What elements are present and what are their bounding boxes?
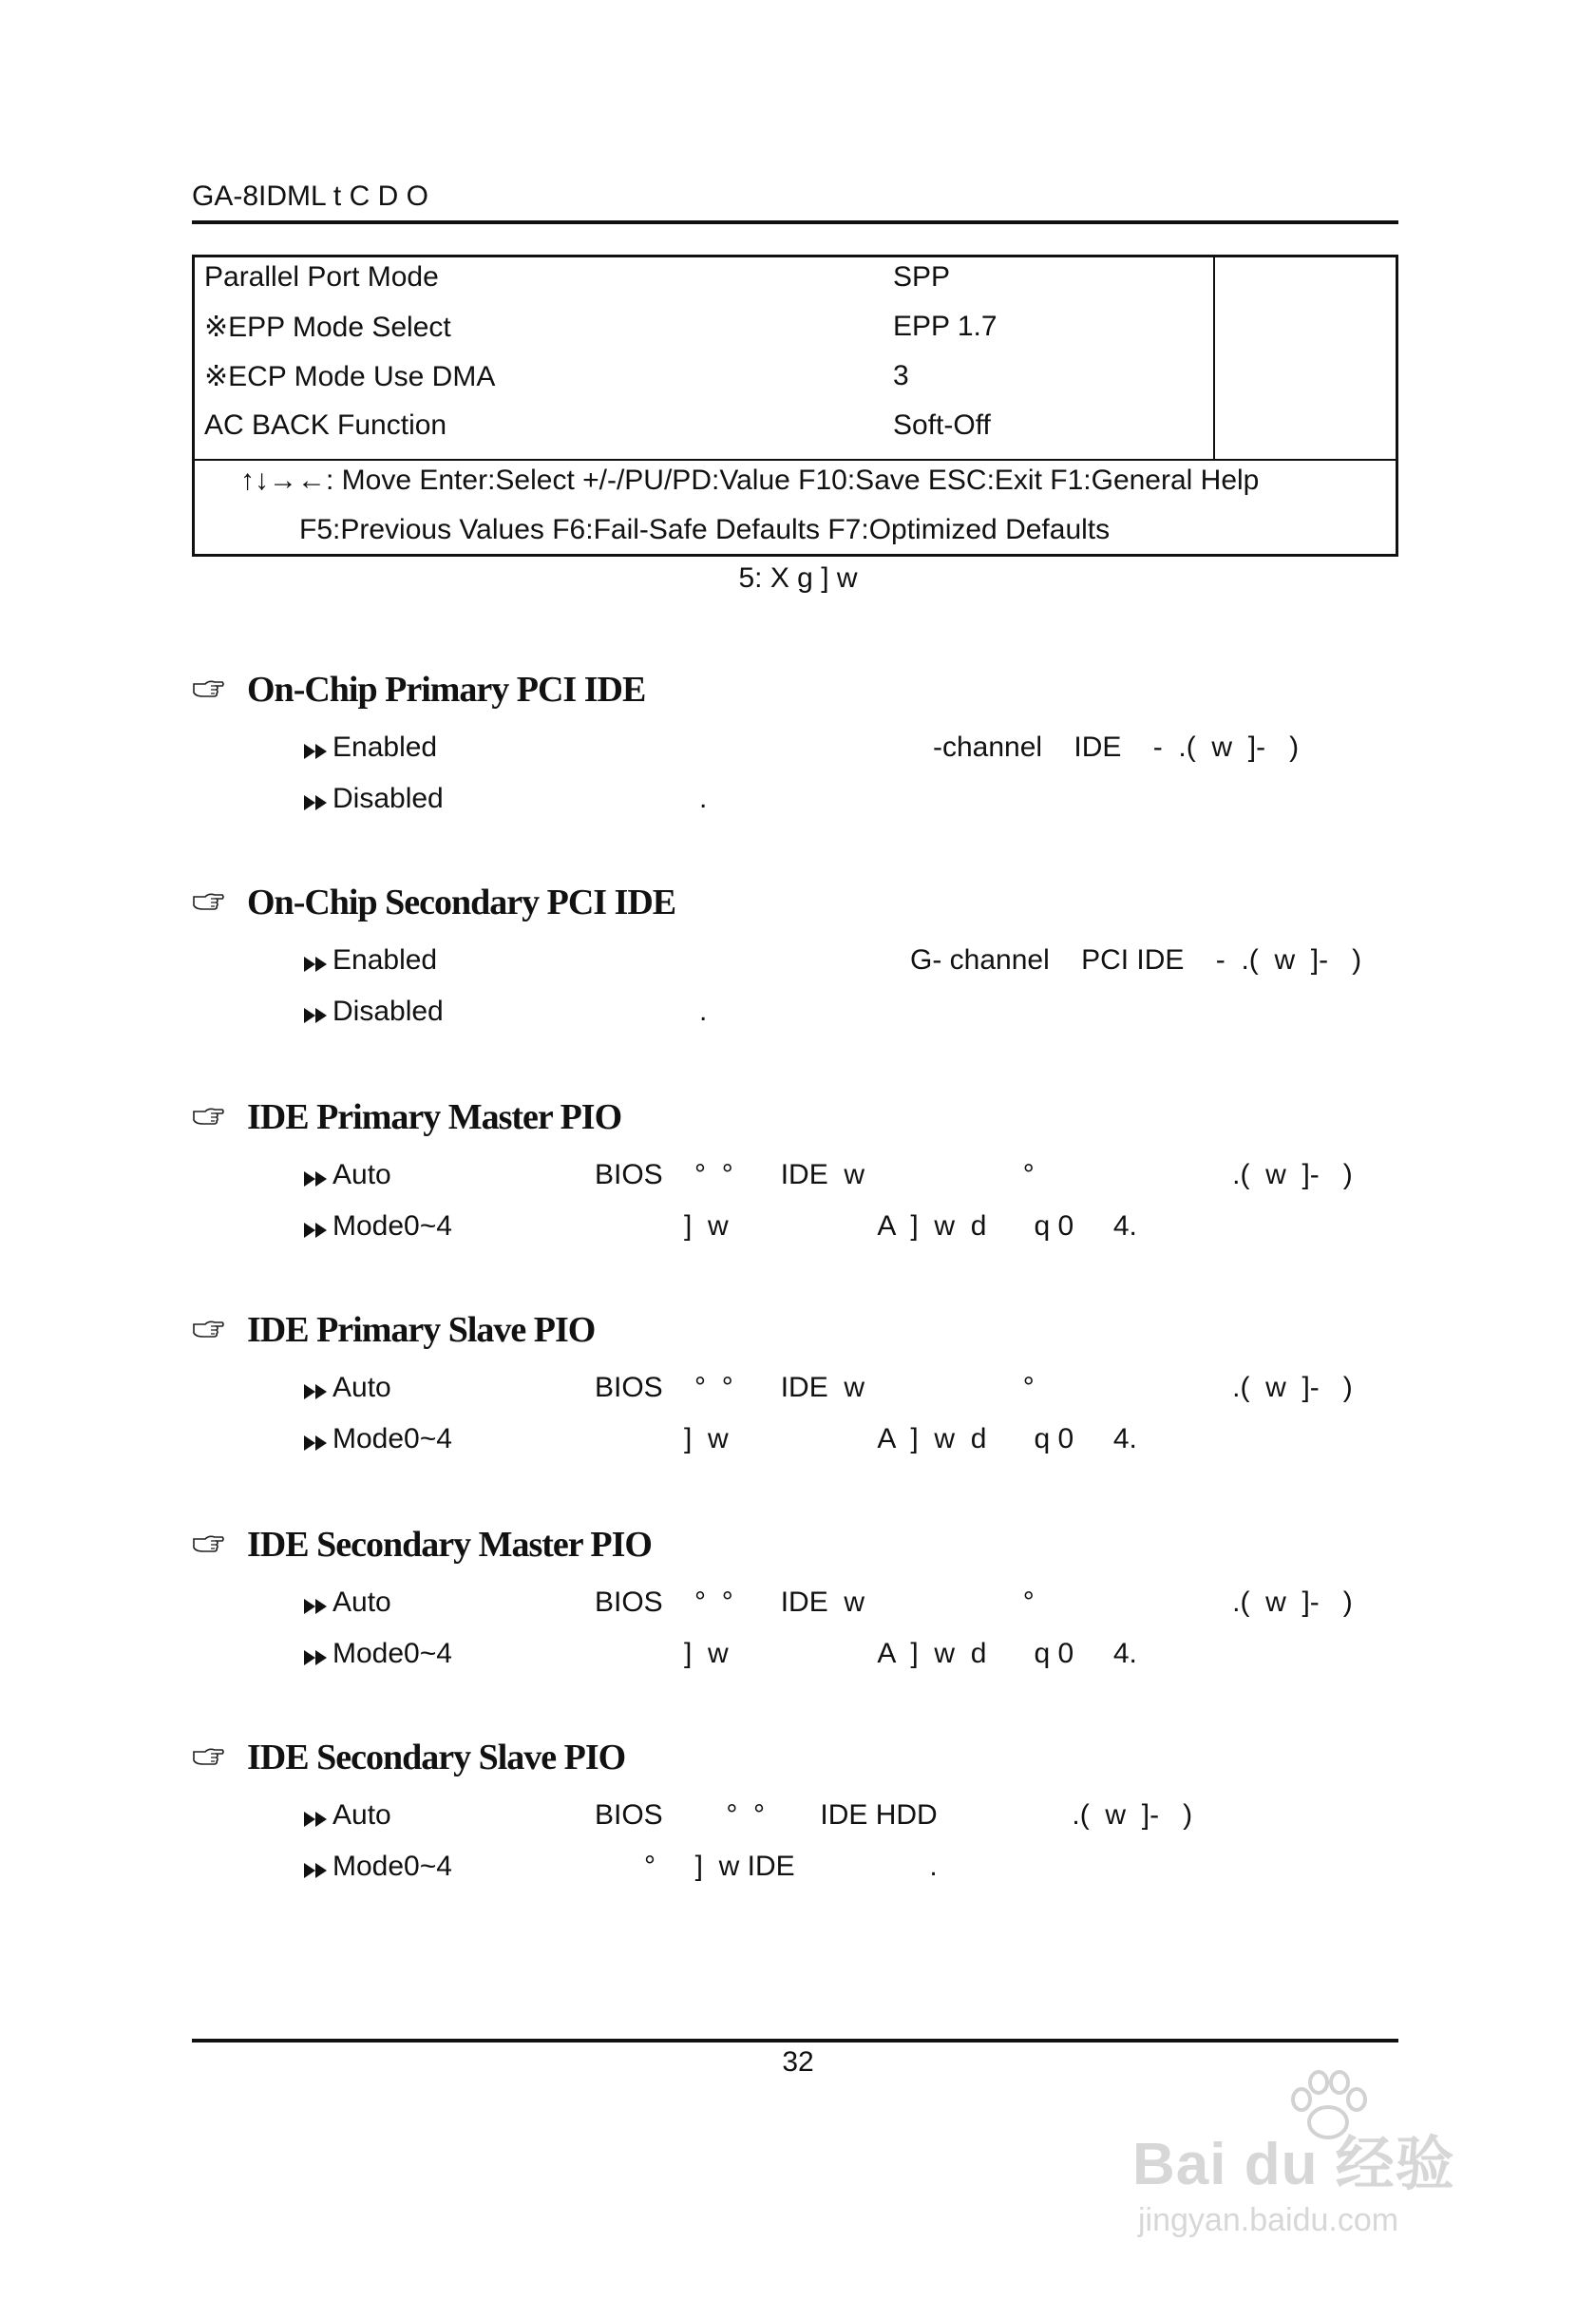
- figure-caption: 5: X g ] w: [738, 562, 858, 594]
- header-title: GA-8IDML t C D O: [192, 180, 428, 212]
- bios-row-value: Soft-Off: [893, 409, 991, 441]
- option-name: Mode0~4: [332, 1638, 452, 1669]
- option-item: [302, 1586, 1395, 1630]
- option-section: [192, 1524, 1398, 1695]
- baidu-watermark-logo: Bai du 经验: [1132, 2132, 1455, 2197]
- section-title: IDE Primary Master PIO: [247, 1097, 622, 1137]
- option-item: [302, 783, 1395, 826]
- option-item: [302, 1423, 1395, 1467]
- option-description: .: [699, 783, 708, 814]
- baidu-watermark-url: jingyan.baidu.com: [1138, 2202, 1399, 2238]
- bios-help-line-2: F5:Previous Values F6:Fail-Safe Defaults F7:Optimized Defaults: [299, 514, 1111, 545]
- pointing-hand-icon: [192, 1319, 224, 1340]
- double-arrow-icon: [302, 743, 332, 760]
- option-section: [192, 882, 1398, 1053]
- bios-row-value: 3: [893, 360, 909, 391]
- option-item: [302, 1210, 1395, 1254]
- pointing-hand-icon: [192, 1106, 224, 1127]
- bios-row-value: SPP: [893, 261, 951, 293]
- bios-row-value: EPP 1.7: [893, 311, 998, 342]
- option-description: BIOS ° ° IDE HDD .( w ]- ): [595, 1799, 1193, 1831]
- double-arrow-icon: [302, 1649, 332, 1666]
- double-arrow-icon: [302, 1811, 332, 1828]
- option-name: Auto: [332, 1799, 391, 1831]
- section-title: On-Chip Secondary PCI IDE: [247, 883, 676, 922]
- bios-row-ac-back-function: [195, 409, 1396, 459]
- footer-rule: [192, 2039, 1398, 2042]
- option-description: BIOS ° ° IDE w ° .( w ]- ): [595, 1372, 1353, 1403]
- double-arrow-icon: [302, 956, 332, 973]
- section-title: IDE Secondary Master PIO: [247, 1525, 652, 1565]
- option-item: [302, 1851, 1395, 1894]
- bios-row-label: ※ECP Mode Use DMA: [204, 361, 496, 392]
- option-description: ° ] w IDE .: [644, 1851, 938, 1882]
- option-name: Enabled: [332, 944, 438, 976]
- page-number: 32: [782, 2046, 814, 2078]
- option-description: .: [699, 996, 708, 1027]
- option-item: [302, 732, 1395, 775]
- section-title: On-Chip Primary PCI IDE: [247, 670, 646, 710]
- double-arrow-icon: [302, 1862, 332, 1879]
- pointing-hand-icon: [192, 1746, 224, 1767]
- bios-row-label: Parallel Port Mode: [204, 261, 439, 293]
- pointing-hand-icon: [192, 891, 224, 912]
- double-arrow-icon: [302, 1598, 332, 1615]
- option-item: [302, 944, 1395, 988]
- double-arrow-icon: [302, 794, 332, 811]
- double-arrow-icon: [302, 1434, 332, 1452]
- option-description: G- channel PCI IDE - .( w ]- ): [910, 944, 1362, 976]
- header-rule: [192, 220, 1398, 224]
- option-name: Auto: [332, 1586, 391, 1618]
- bios-help-line-1: ↑↓→←: Move Enter:Select +/-/PU/PD:Value F10:Save ESC:Exit F1:General Help: [240, 465, 1260, 496]
- option-description: ] w A ] w d q 0 4.: [684, 1638, 1137, 1669]
- option-name: Mode0~4: [332, 1423, 452, 1454]
- bios-row-ecp-mode-dma: [195, 360, 1396, 409]
- bios-row-parallel-port-mode: [195, 261, 1396, 311]
- option-description: -channel IDE - .( w ]- ): [933, 732, 1300, 763]
- table-divider-horizontal: [195, 459, 1396, 461]
- option-item: [302, 1372, 1395, 1416]
- option-item: [302, 1799, 1395, 1843]
- option-name: Auto: [332, 1159, 391, 1190]
- bios-row-label: AC BACK Function: [204, 409, 447, 441]
- bios-settings-table: [192, 255, 1398, 557]
- double-arrow-icon: [302, 1170, 332, 1188]
- option-name: Mode0~4: [332, 1210, 452, 1242]
- option-section: [192, 1096, 1398, 1267]
- bios-row-label: ※EPP Mode Select: [204, 312, 451, 343]
- pointing-hand-icon: [192, 1533, 224, 1554]
- double-arrow-icon: [302, 1383, 332, 1400]
- option-item: [302, 996, 1395, 1039]
- option-name: Auto: [332, 1372, 391, 1403]
- option-description: ] w A ] w d q 0 4.: [684, 1423, 1137, 1454]
- section-title: IDE Secondary Slave PIO: [247, 1738, 626, 1777]
- option-item: [302, 1159, 1395, 1203]
- option-section: [192, 669, 1398, 840]
- pointing-hand-icon: [192, 678, 224, 699]
- option-name: Mode0~4: [332, 1851, 452, 1882]
- option-section: [192, 1737, 1398, 1908]
- option-name: Disabled: [332, 783, 444, 814]
- double-arrow-icon: [302, 1222, 332, 1239]
- section-title: IDE Primary Slave PIO: [247, 1310, 596, 1350]
- option-description: BIOS ° ° IDE w ° .( w ]- ): [595, 1159, 1353, 1190]
- option-item: [302, 1638, 1395, 1682]
- option-section: [192, 1309, 1398, 1480]
- bios-row-epp-mode-select: [195, 311, 1396, 360]
- option-description: ] w A ] w d q 0 4.: [684, 1210, 1137, 1242]
- option-name: Disabled: [332, 996, 444, 1027]
- option-description: BIOS ° ° IDE w ° .( w ]- ): [595, 1586, 1353, 1618]
- double-arrow-icon: [302, 1007, 332, 1024]
- option-name: Enabled: [332, 732, 438, 763]
